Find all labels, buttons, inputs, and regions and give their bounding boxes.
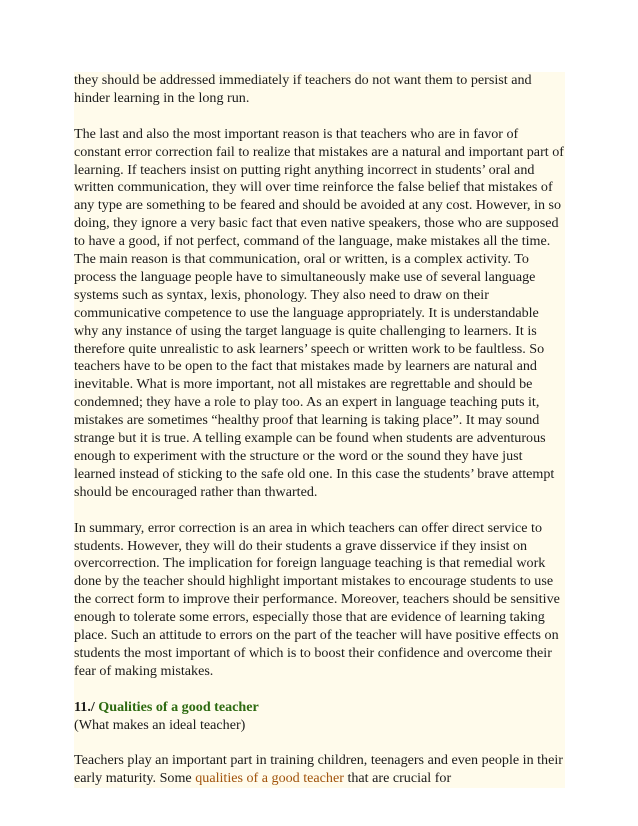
paragraph-gap [74,502,565,520]
paragraph-gap [74,681,565,699]
section-heading [74,699,565,717]
paragraph-text-before: Teachers play an important part in training children, teenagers and even people in their early maturity. Some [74,752,563,787]
paragraph-teacher-intro [74,752,565,788]
paragraph-text-after: that are crucial for [347,770,452,787]
qualities-link[interactable]: qualities of a good teacher [195,770,344,787]
paragraph-gap [74,108,565,126]
paragraph-continuation: they should be addressed immediately if teachers do not want them to persist and hinder learning in the long run. [74,72,532,106]
paragraph-gap [74,734,565,752]
paragraph-summary: In summary, error correction is an area in which teachers can offer direct service to students. However, they will do their students a grave disservice if they insist on overcorrection. The implication for foreign language teaching is that remedial work done by the teacher should highlight important mistakes to encourage students to use the correct form to improve their performance. Moreover, teachers should be sensitive enough to tolerate some errors, especially those that are evidence of learning taking place. Such an attitude to errors on the part of the teacher will have positive effects on students the most important of which is to boost their confidence and overcome their fear of making mistakes. [74,519,560,679]
paragraph-error-correction-reason: The last and also the most important reason is that teachers who are in favor of constant error correction fail to realize that mistakes are a natural and important part of learning. If teachers insist on putting right anything incorrect in students’ oral and written communication, they will over time reinforce the false belief that mistakes of any type are something to be feared and should be avoided at any cost. However, in so doing, they ignore a very basic fact that even native speakers, those who are supposed to have a good, if not perfect, command of the language, make mistakes all the time. The main reason is that communication, oral or written, is a complex activity. To process the language people have to simultaneously make use of several language systems such as syntax, lexis, phonology. They also need to draw on their communicative competence to use the language appropriately. It is understandable why any instance of using the target language is quite challenging to learners. It is therefore quite unrealistic to ask learners’ speech or written work to be faultless. So teachers have to be open to the fact that mistakes made by learners are natural and inevitable. What is more important, not all mistakes are regrettable and should be condemned; they have a role to play too. As an expert in language teaching puts it, mistakes are sometimes “healthy proof that learning is taking place”. It may sound strange but it is true. A telling example can be found when students are adventurous enough to experiment with the structure or the word or the sound they have just learned instead of sticking to the safe old one. In this case the students’ brave attempt should be encouraged rather than thwarted. [74,125,564,500]
document-body [74,72,565,788]
section-number: 11./ [74,698,95,715]
section-title: Qualities of a good teacher [98,698,259,715]
section-subtitle: (What makes an ideal teacher) [74,716,246,733]
